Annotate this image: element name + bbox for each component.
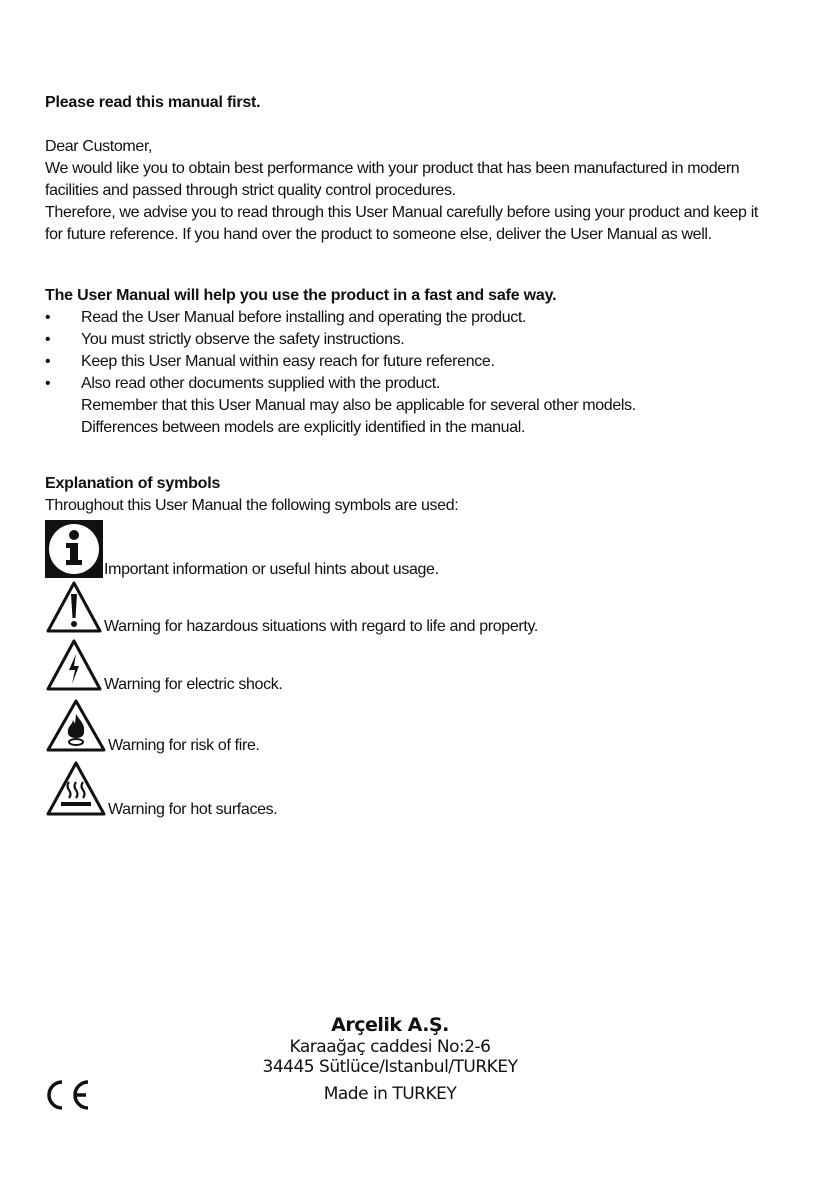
symbol-text: Warning for hot surfaces. — [108, 801, 278, 818]
page-title: Please read this manual first. — [45, 94, 261, 111]
bullet-icon: • — [45, 309, 51, 326]
note-line: Differences between models are explicitly identified in the manual. — [81, 419, 526, 436]
symbol-row — [45, 580, 538, 635]
symbol-text: Warning for risk of fire. — [108, 737, 260, 754]
address-line: 34445 Sütlüce/Istanbul/TURKEY — [262, 1057, 518, 1077]
note-line: Remember that this User Manual may also be applicable for several other models. — [81, 397, 636, 414]
help-heading: The User Manual will help you use the product in a fast and safe way. — [45, 287, 557, 304]
symbol-text: Warning for hazardous situations with regard to life and property. — [104, 618, 539, 635]
intro-line: We would like you to obtain best performance with your product that has been manufactured in modern — [45, 160, 740, 177]
fire-icon — [45, 698, 107, 754]
symbol-row — [45, 638, 282, 693]
ce-mark-icon — [44, 1078, 94, 1112]
hot-surface-icon — [45, 760, 107, 818]
symbols-intro: Throughout this User Manual the following symbols are used: — [45, 497, 459, 514]
intro-section — [45, 92, 758, 246]
symbol-row — [45, 698, 260, 754]
symbol-text: Warning for electric shock. — [104, 676, 283, 693]
bullet-icon: • — [45, 375, 51, 392]
intro-line: for future reference. If you hand over the product to someone else, deliver the User Manual as well. — [45, 226, 712, 243]
symbol-row — [45, 520, 439, 578]
company-name: Arçelik A.Ş. — [331, 1014, 449, 1036]
address-line: Karaağaç caddesi No:2-6 — [289, 1037, 491, 1057]
intro-line: Therefore, we advise you to read through this User Manual carefully before using your product and keep it — [45, 204, 759, 221]
bullet-item: • You must strictly observe the safety instructions. — [45, 329, 636, 351]
greeting: Dear Customer, — [45, 138, 153, 155]
symbols-section — [45, 473, 458, 517]
electric-shock-icon — [45, 638, 103, 693]
bullet-item: • Read the User Manual before installing and operating the product. — [45, 307, 636, 329]
help-section — [45, 285, 636, 439]
bullet-item: • Keep this User Manual within easy reach for future reference. — [45, 351, 636, 373]
symbols-heading: Explanation of symbols — [45, 475, 221, 492]
warning-exclamation-icon — [45, 580, 103, 635]
bullet-icon: • — [45, 353, 51, 370]
bullet-item: • Also read other documents supplied with the product. — [45, 373, 636, 395]
intro-line: facilities and passed through strict quality control procedures. — [45, 182, 456, 199]
made-in-label: Made in TURKEY — [323, 1084, 457, 1104]
info-icon — [45, 520, 103, 578]
symbol-text: Important information or useful hints about usage. — [104, 561, 439, 578]
symbol-row — [45, 760, 277, 818]
bullet-icon: • — [45, 331, 51, 348]
